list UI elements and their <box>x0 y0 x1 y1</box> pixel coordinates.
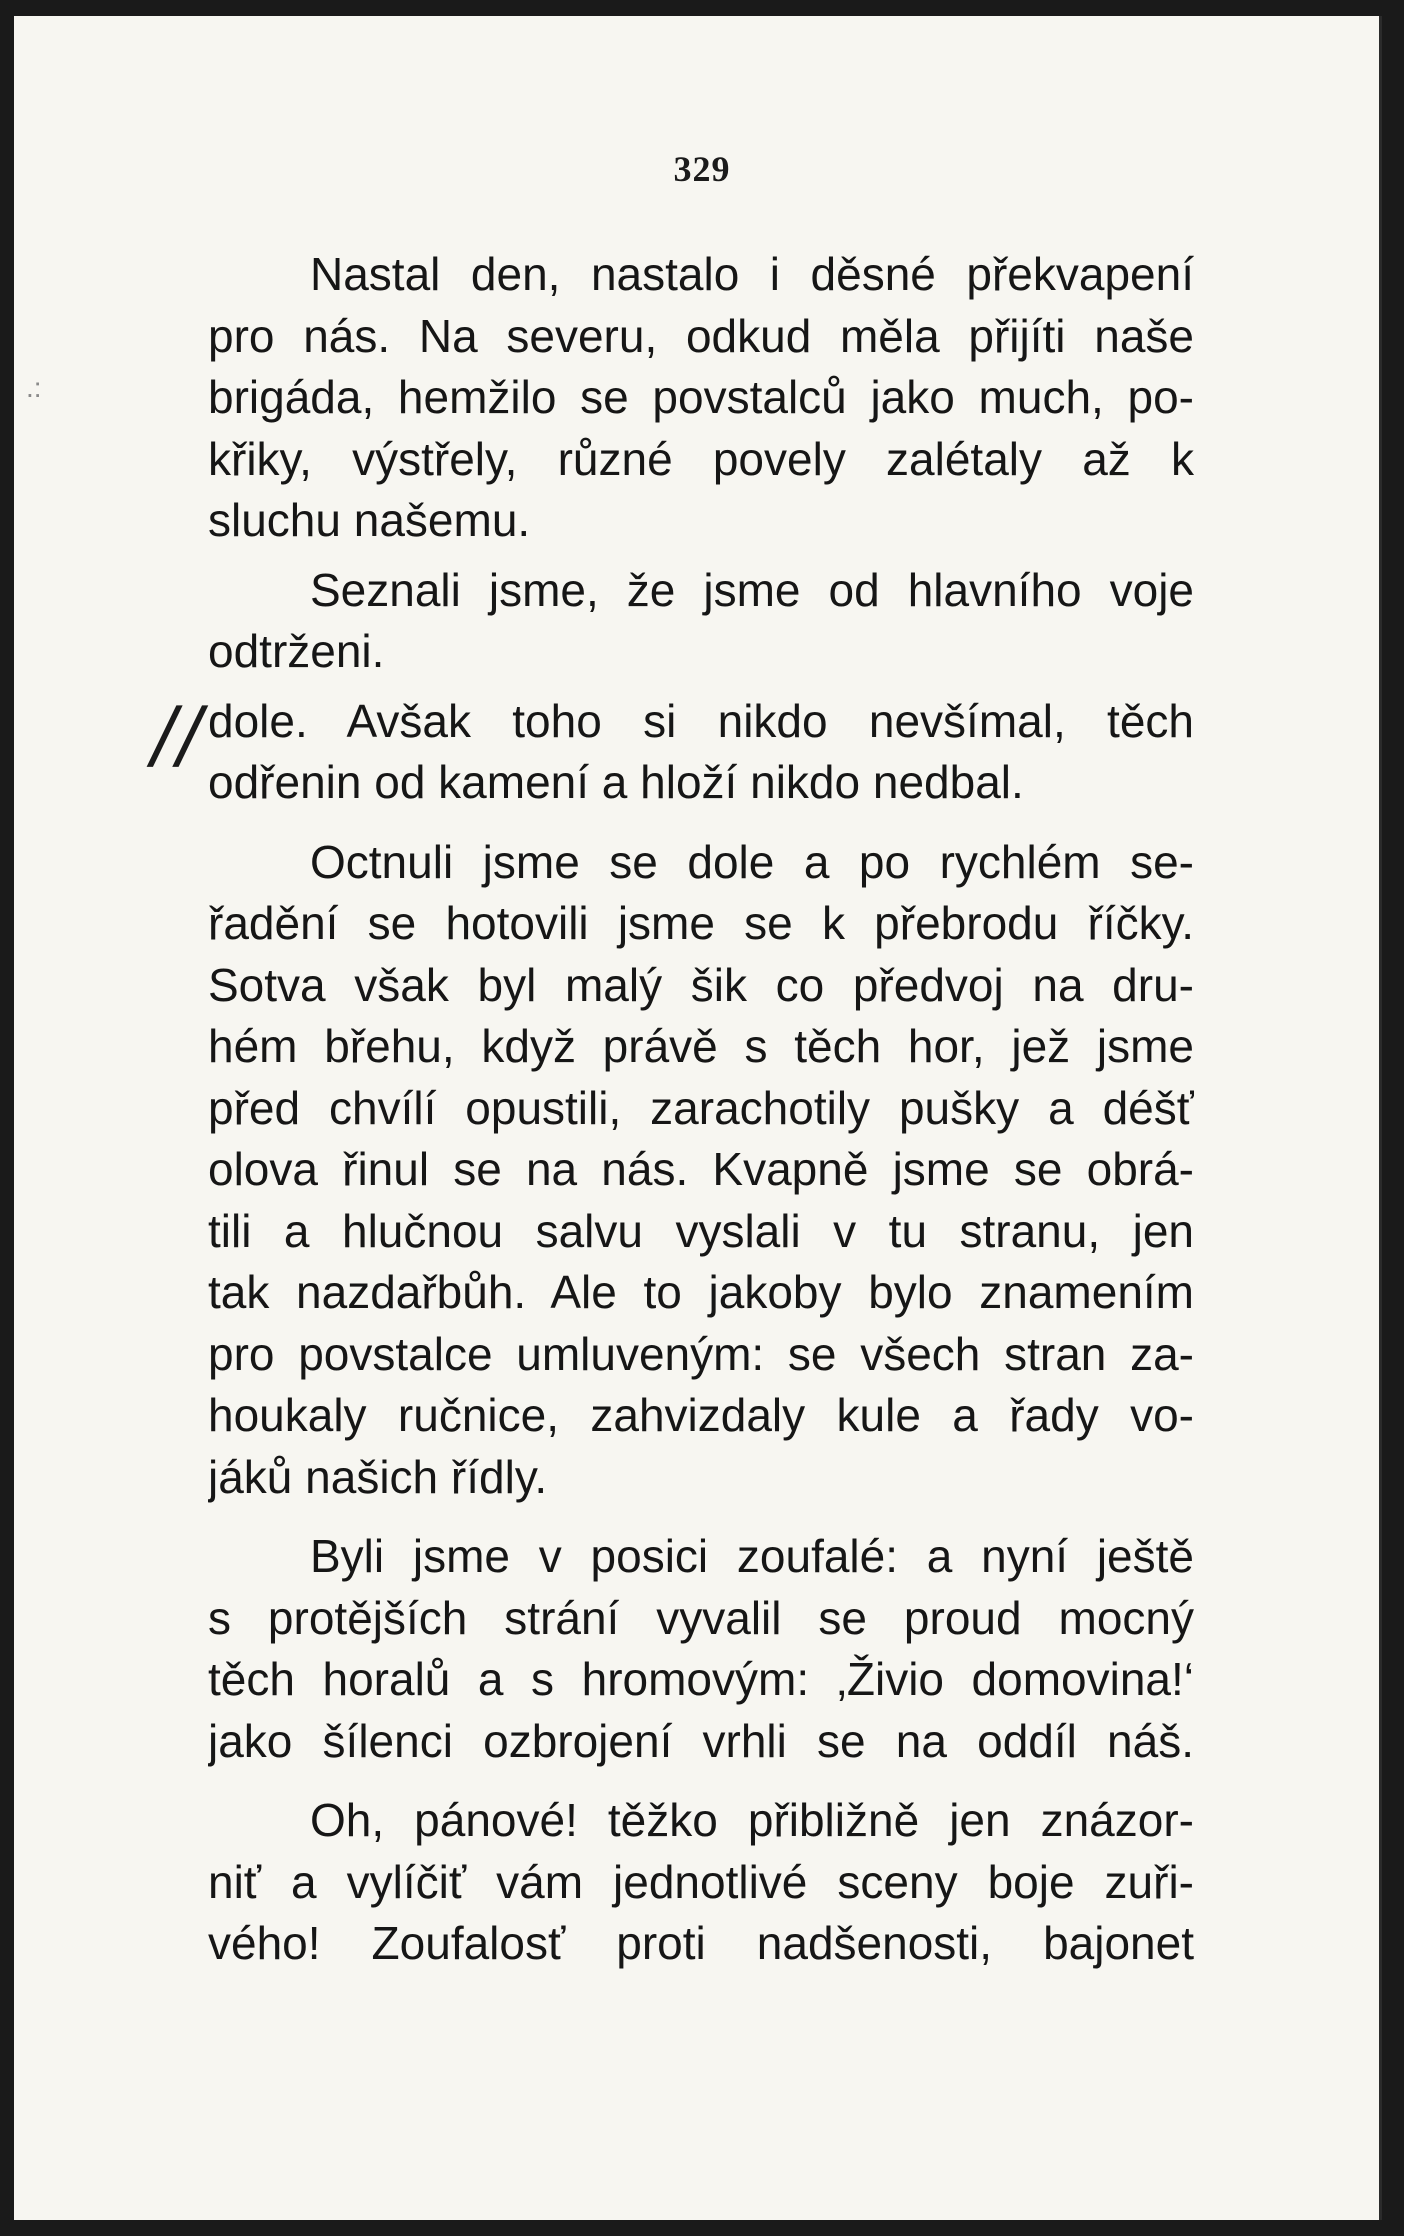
paragraph-6 <box>208 1790 1194 1975</box>
margin-dots: .: <box>26 372 42 403</box>
text-line: Octnuli jsme se dole a po rychlém se- <box>310 835 1194 888</box>
paragraph-5 <box>208 1526 1194 1772</box>
page-number: 329 <box>673 149 731 189</box>
paragraph-4 <box>208 832 1194 1509</box>
text-line: pro nás. Na severu, odkud měla přijíti naše <box>208 309 1194 362</box>
paragraph-2 <box>208 560 1194 683</box>
text-line: Sotva však byl malý šik co předvoj na dru- <box>208 958 1194 1011</box>
body-text <box>208 244 1194 1993</box>
paragraph-3 <box>208 691 1194 814</box>
text-line: sluchu našemu. <box>208 494 531 546</box>
text-line: odtrženi. <box>208 625 385 677</box>
paragraph-1 <box>208 244 1194 552</box>
text-line: tak nazdařbůh. Ale to jakoby bylo znamením <box>208 1266 1194 1318</box>
text-line: jáků našich řídly. <box>208 1450 548 1503</box>
text-line: jako šílenci ozbrojení vrhli se na oddíl náš. <box>208 1714 1194 1767</box>
text-line: Nastal den, nastalo i děsné překvapení <box>310 248 1194 300</box>
text-line: tili a hlučnou salvu vyslali v tu stranu, jen <box>208 1204 1194 1257</box>
text-line: olova řinul se na nás. Kvapně jsme se obrá- <box>208 1143 1194 1195</box>
text-line: dole. Avšak toho si nikdo nevšímal, těch <box>208 694 1194 747</box>
text-line: brigáda, hemžilo se povstalců jako much, po- <box>208 371 1194 423</box>
text-line: hém břehu, když právě s těch hor, jež jsme <box>208 1020 1194 1072</box>
text-line: těch horalů a s hromovým: ‚Živio domovina!‘ <box>208 1653 1194 1705</box>
text-line: Seznali jsme, že jsme od hlavního voje <box>310 563 1194 616</box>
text-line: Byli jsme v posici zoufalé: a nyní ještě <box>310 1530 1194 1582</box>
text-line: houkaly ručnice, zahvizdaly kule a řady vo- <box>208 1389 1194 1441</box>
text-line: pro povstalce umluveným: se všech stran za- <box>208 1327 1194 1380</box>
text-line: křiky, výstřely, různé povely zalétaly až k <box>208 432 1194 485</box>
text-line: odřenin od kamení a hloží nikdo nedbal. <box>208 756 1024 808</box>
text-line: Oh, pánové! těžko přibližně jen znázor- <box>310 1794 1194 1846</box>
margin-insertion-mark: // <box>144 684 211 786</box>
text-line: vého! Zoufalosť proti nadšenosti, bajonet <box>208 1917 1194 1969</box>
text-line: před chvílí opustili, zarachotily pušky a déšť <box>208 1081 1194 1134</box>
text-line: řadění se hotovili jsme se k přebrodu říčky. <box>208 897 1194 949</box>
text-line: niť a vylíčiť vám jednotlivé sceny boje zuři- <box>208 1855 1194 1908</box>
text-line: s protějších strání vyvalil se proud mocný <box>208 1591 1194 1644</box>
